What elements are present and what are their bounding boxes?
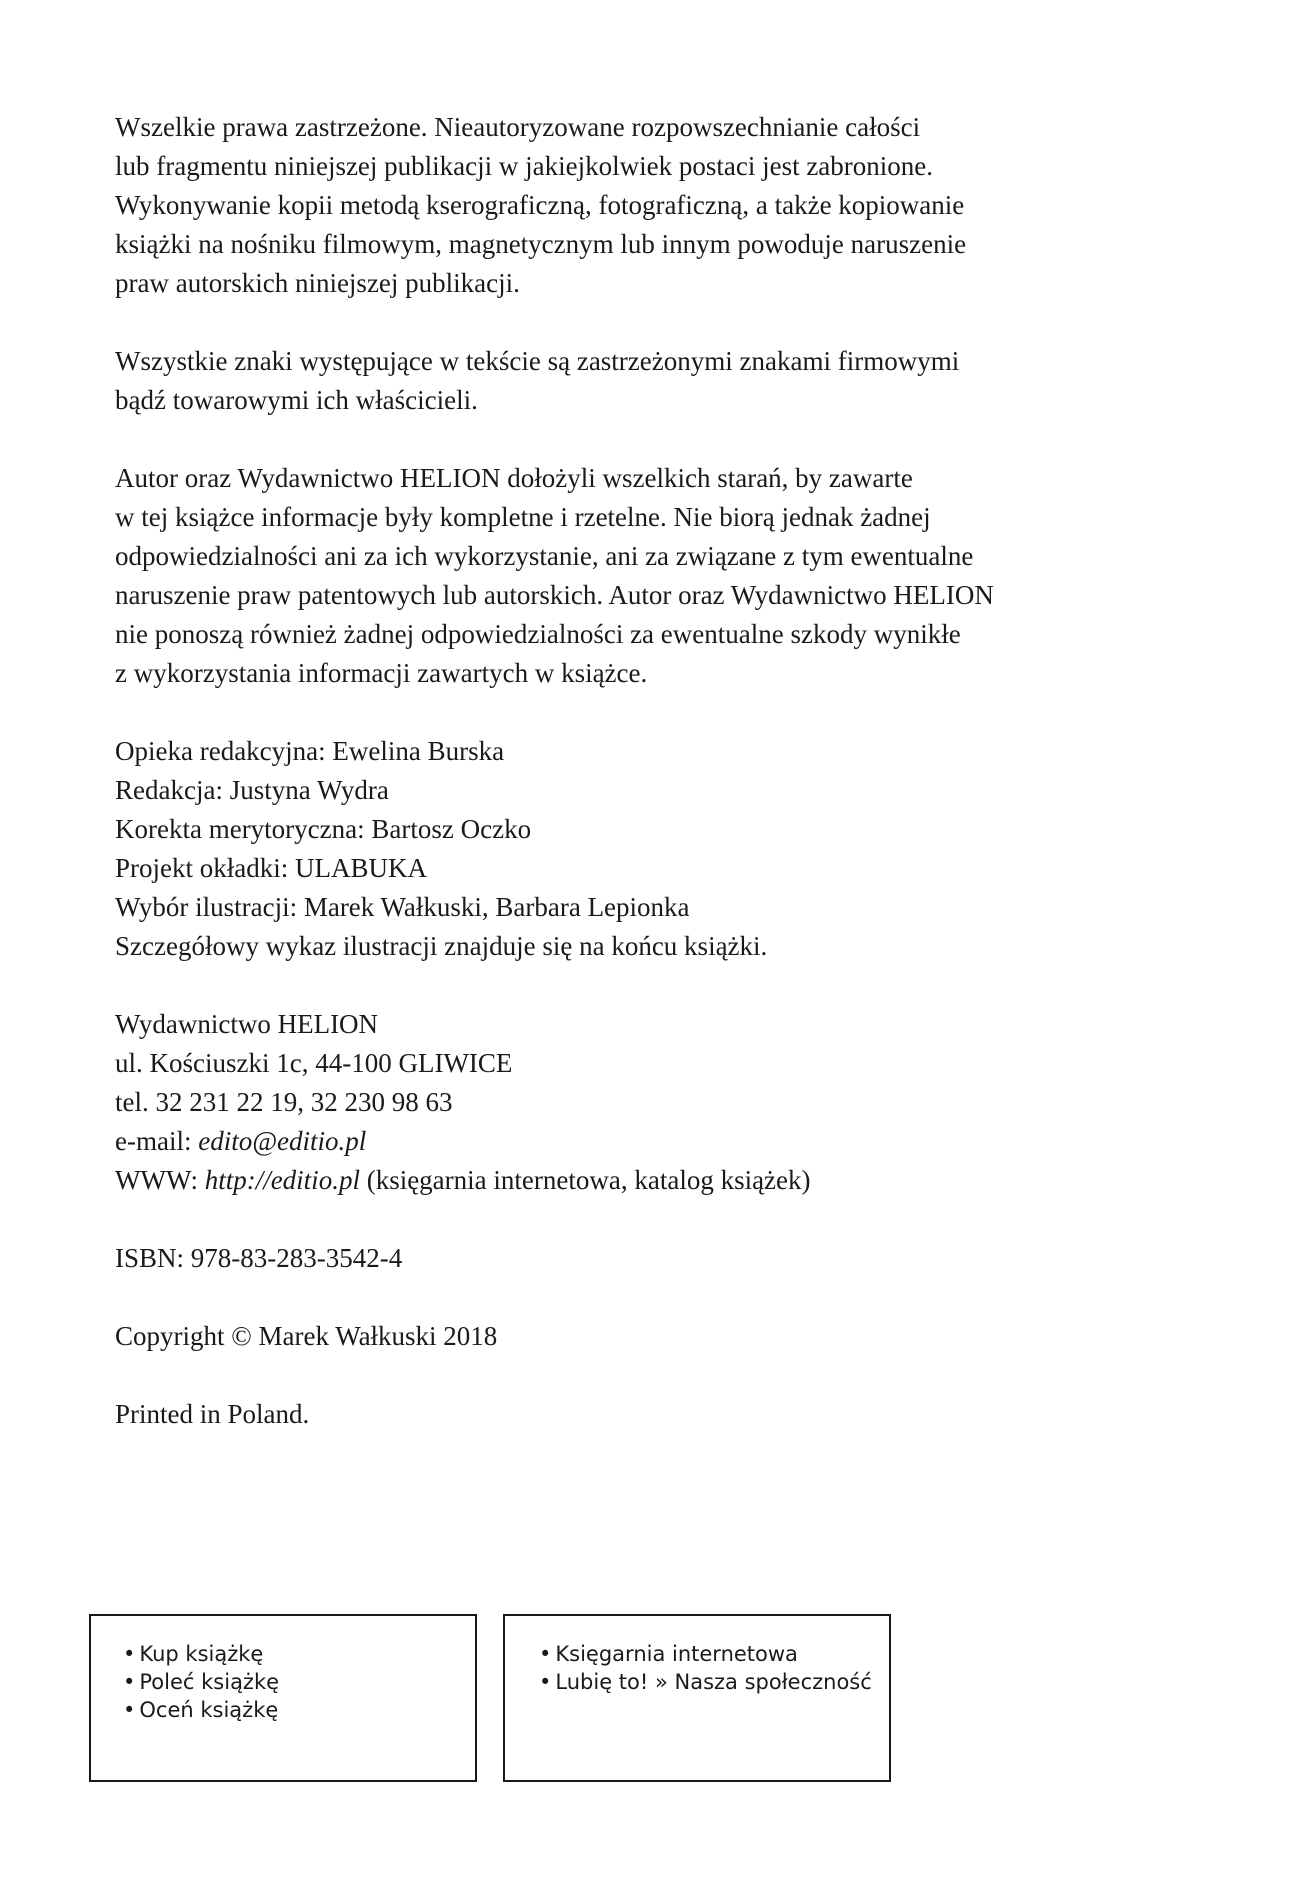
credit-illustrations-note: Szczegółowy wykaz ilustracji znajduje się na końcu książki. [115, 931, 768, 961]
publisher-address: ul. Kościuszki 1c, 44-100 GLIWICE [115, 1048, 513, 1078]
bullet-icon: • [539, 1642, 552, 1666]
isbn: ISBN: 978-83-283-3542-4 [115, 1243, 403, 1273]
isbn-paragraph [115, 1239, 1115, 1278]
link-label: Księgarnia internetowa [555, 1642, 798, 1666]
disclaimer-paragraph [115, 459, 1115, 693]
disclaimer-line: nie ponoszą również żadnej odpowiedzialności za ewentualne szkody wynikłe [115, 619, 961, 649]
book-actions-list [123, 1640, 279, 1724]
rights-line: Wszelkie prawa zastrzeżone. Nieautoryzowane rozpowszechnianie całości [115, 112, 921, 142]
publisher-name: Wydawnictwo HELION [115, 1009, 379, 1039]
trademarks-paragraph [115, 342, 1115, 420]
email-link[interactable]: edito@editio.pl [198, 1126, 367, 1156]
link-label: Lubię to! » Nasza społeczność [555, 1670, 872, 1694]
bullet-icon: • [123, 1670, 136, 1694]
credits-paragraph [115, 732, 1115, 966]
rate-book-link[interactable] [123, 1696, 279, 1724]
link-label: Poleć książkę [139, 1670, 280, 1694]
publisher-phone: tel. 32 231 22 19, 32 230 98 63 [115, 1087, 453, 1117]
bullet-icon: • [539, 1670, 552, 1694]
link-label: Oceń książkę [139, 1698, 279, 1722]
rights-line: książki na nośniku filmowym, magnetycznym lub innym powoduje naruszenie [115, 229, 967, 259]
community-list [539, 1640, 872, 1696]
rights-paragraph [115, 108, 1115, 303]
online-bookstore-link[interactable] [539, 1640, 872, 1668]
page-content [115, 108, 1115, 1473]
credit-cover-design: Projekt okładki: ULABUKA [115, 853, 427, 883]
disclaimer-line: w tej książce informacje były kompletne i rzetelne. Nie biorą jednak żadnej [115, 502, 931, 532]
recommend-book-link[interactable] [123, 1668, 279, 1696]
publisher-block [115, 1005, 1115, 1200]
printed-paragraph [115, 1395, 1115, 1434]
www-label: WWW: [115, 1165, 205, 1195]
publisher-email-row [115, 1122, 1115, 1161]
disclaimer-line: odpowiedzialności ani za ich wykorzystanie, ani za związane z tym ewentualne [115, 541, 974, 571]
credit-editing: Redakcja: Justyna Wydra [115, 775, 389, 805]
community-box [503, 1614, 891, 1782]
trademarks-line: bądź towarowymi ich właścicieli. [115, 385, 478, 415]
bullet-icon: • [123, 1642, 136, 1666]
rights-line: Wykonywanie kopii metodą kserograficzną, fotograficzną, a także kopiowanie [115, 190, 965, 220]
bullet-icon: • [123, 1698, 136, 1722]
rights-line: praw autorskich niniejszej publikacji. [115, 268, 520, 298]
email-label: e-mail: [115, 1126, 199, 1156]
trademarks-line: Wszystkie znaki występujące w tekście są zastrzeżonymi znakami firmowymi [115, 346, 960, 376]
copyright-paragraph [115, 1317, 1115, 1356]
buy-book-link[interactable] [123, 1640, 279, 1668]
www-note: (księgarnia internetowa, katalog książek) [359, 1165, 811, 1195]
link-label: Kup książkę [139, 1642, 264, 1666]
rights-line: lub fragmentu niniejszej publikacji w jakiejkolwiek postaci jest zabronione. [115, 151, 934, 181]
credit-editorial-care: Opieka redakcyjna: Ewelina Burska [115, 736, 505, 766]
copyright-notice: Copyright © Marek Wałkuski 2018 [115, 1321, 498, 1351]
credit-illustrations: Wybór ilustracji: Marek Wałkuski, Barbara Lepionka [115, 892, 690, 922]
publisher-www-row [115, 1161, 1115, 1200]
www-link[interactable]: http://editio.pl [204, 1165, 360, 1195]
disclaimer-line: Autor oraz Wydawnictwo HELION dołożyli wszelkich starań, by zawarte [115, 463, 913, 493]
disclaimer-line: z wykorzystania informacji zawartych w książce. [115, 658, 648, 688]
printed-in: Printed in Poland. [115, 1399, 310, 1429]
book-actions-box [89, 1614, 477, 1782]
community-link[interactable] [539, 1668, 872, 1696]
credit-proofreading: Korekta merytoryczna: Bartosz Oczko [115, 814, 532, 844]
disclaimer-line: naruszenie praw patentowych lub autorskich. Autor oraz Wydawnictwo HELION [115, 580, 994, 610]
